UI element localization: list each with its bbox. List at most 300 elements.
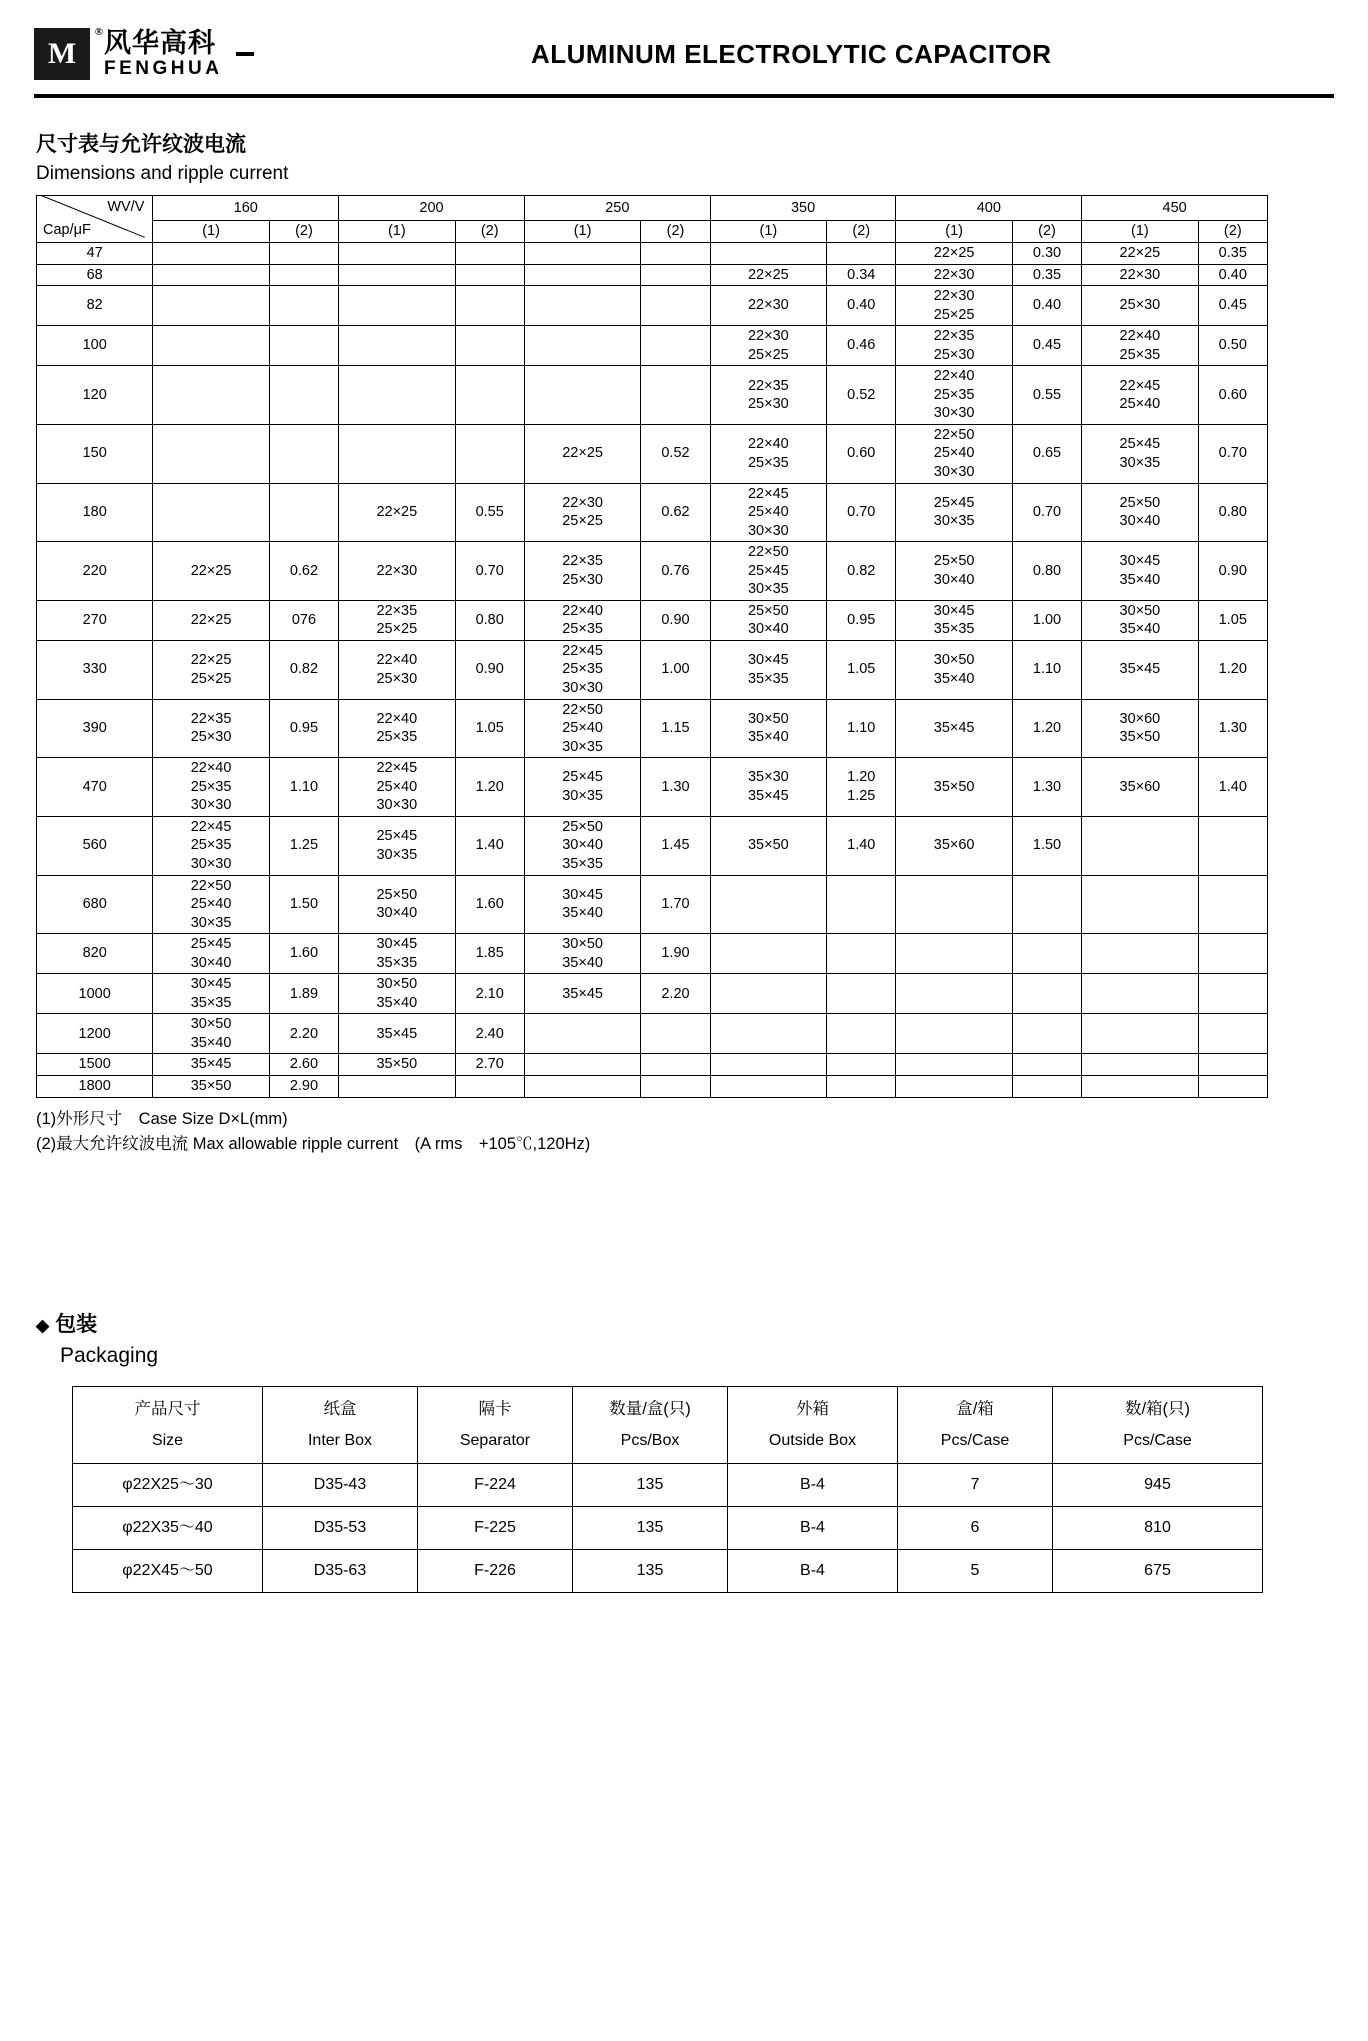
ripple-current-cell: 0.95 — [269, 699, 338, 758]
case-size-cell: 30×50 35×40 — [153, 1014, 269, 1054]
case-size-cell: 30×50 35×40 — [896, 640, 1012, 699]
case-size-cell: 30×45 35×35 — [153, 974, 269, 1014]
case-size-cell: 22×25 — [153, 542, 269, 601]
registered-mark: ® — [94, 26, 103, 38]
ripple-current-cell — [455, 1075, 524, 1097]
case-size-cell — [896, 974, 1012, 1014]
case-size-cell — [339, 1075, 455, 1097]
ripple-current-cell — [1198, 934, 1267, 974]
ripple-current-cell — [641, 326, 710, 366]
case-size-cell: 30×45 35×35 — [339, 934, 455, 974]
ripple-current-cell: 0.62 — [269, 542, 338, 601]
ripple-current-cell — [1198, 974, 1267, 1014]
ripple-current-cell — [269, 326, 338, 366]
ripple-current-cell: 1.90 — [641, 934, 710, 974]
page-title: ALUMINUM ELECTROLYTIC CAPACITOR — [530, 38, 1052, 69]
case-size-cell — [339, 286, 455, 326]
ripple-current-cell — [1012, 934, 1081, 974]
packaging-cell: 810 — [1053, 1507, 1263, 1550]
case-size-cell: 35×45 — [524, 974, 640, 1014]
ripple-current-cell: 0.60 — [827, 424, 896, 483]
voltage-header-160: 160 — [153, 196, 339, 221]
ripple-current-cell: 0.90 — [641, 600, 710, 640]
ripple-current-cell — [1012, 1075, 1081, 1097]
ripple-current-cell: 1.20 — [1012, 699, 1081, 758]
case-size-cell: 35×60 — [896, 816, 1012, 875]
ripple-current-cell: 1.25 — [269, 816, 338, 875]
ripple-current-cell: 1.60 — [455, 875, 524, 934]
packaging-cell: φ22X45～50 — [73, 1550, 263, 1593]
header-row-voltage — [37, 196, 1268, 221]
case-size-cell: 22×35 25×30 — [710, 366, 826, 425]
case-size-cell — [896, 1014, 1012, 1054]
packaging-row — [73, 1464, 1263, 1507]
ripple-current-cell: 1.50 — [269, 875, 338, 934]
ripple-current-cell — [269, 286, 338, 326]
sub-header-2: (2) — [1012, 221, 1081, 243]
table-row — [37, 286, 1268, 326]
logo-text — [104, 29, 222, 79]
ripple-current-cell — [455, 366, 524, 425]
case-size-cell — [710, 974, 826, 1014]
capacitance-cell: 120 — [37, 366, 153, 425]
ripple-current-cell: 1.85 — [455, 934, 524, 974]
packaging-column-header-cn: 外箱 — [796, 1399, 829, 1418]
case-size-cell: 22×35 25×30 — [524, 542, 640, 601]
packaging-cell: 675 — [1053, 1550, 1263, 1593]
case-size-cell: 22×40 25×35 — [1082, 326, 1198, 366]
note-1: (1)外形尺寸 Case Size D×L(mm) — [36, 1109, 288, 1128]
ripple-current-cell — [1198, 1014, 1267, 1054]
case-size-cell: 22×30 25×25 — [896, 286, 1012, 326]
diamond-bullet-icon: ◆ — [36, 1315, 50, 1335]
case-size-cell: 22×40 25×35 30×30 — [896, 366, 1012, 425]
packaging-column-header — [73, 1386, 263, 1464]
packaging-cell: D35-63 — [263, 1550, 418, 1593]
packaging-cell: 135 — [573, 1464, 728, 1507]
ripple-current-cell: 2.40 — [455, 1014, 524, 1054]
logo-english-name: FENGHUA — [104, 58, 223, 80]
case-size-cell: 22×40 25×35 — [524, 600, 640, 640]
packaging-column-header — [418, 1386, 573, 1464]
ripple-current-cell: 1.00 — [1012, 600, 1081, 640]
ripple-current-cell: 0.52 — [641, 424, 710, 483]
ripple-current-cell — [827, 974, 896, 1014]
ripple-current-cell: 0.40 — [827, 286, 896, 326]
packaging-column-header-en: Size — [151, 1432, 184, 1450]
case-size-cell: 22×35 25×25 — [339, 600, 455, 640]
case-size-cell — [1082, 974, 1198, 1014]
case-size-cell: 25×50 30×40 — [710, 600, 826, 640]
table-row — [37, 640, 1268, 699]
ripple-current-cell: 0.80 — [1198, 483, 1267, 542]
case-size-cell — [339, 424, 455, 483]
ripple-current-cell: 1.89 — [269, 974, 338, 1014]
sub-header-1: (1) — [896, 221, 1012, 243]
ripple-current-cell: 0.35 — [1198, 243, 1267, 265]
ripple-current-cell: 0.82 — [269, 640, 338, 699]
case-size-cell: 22×40 25×35 — [339, 699, 455, 758]
ripple-current-cell — [827, 934, 896, 974]
case-size-cell — [339, 243, 455, 265]
ripple-current-cell — [1198, 816, 1267, 875]
ripple-current-cell: 1.70 — [641, 875, 710, 934]
case-size-cell: 22×40 25×30 — [339, 640, 455, 699]
packaging-table-body — [73, 1464, 1263, 1593]
ripple-current-cell: 0.90 — [455, 640, 524, 699]
packaging-row — [73, 1550, 1263, 1593]
header-row-sub — [37, 221, 1268, 243]
capacitance-cell: 470 — [37, 758, 153, 817]
packaging-cell: φ22X25～30 — [73, 1464, 263, 1507]
packaging-column-header-cn: 数量/盒(只) — [609, 1399, 691, 1418]
ripple-current-cell: 0.90 — [1198, 542, 1267, 601]
voltage-header-350: 350 — [710, 196, 896, 221]
packaging-cell: B-4 — [728, 1550, 898, 1593]
case-size-cell — [710, 1054, 826, 1076]
note-2: (2)最大允许纹波电流 Max allowable ripple current (A rms +105℃,120Hz) — [36, 1135, 591, 1154]
packaging-cell: F-224 — [418, 1464, 573, 1507]
table-row — [37, 600, 1268, 640]
case-size-cell — [1082, 1014, 1198, 1054]
ripple-current-cell: 1.60 — [269, 934, 338, 974]
voltage-header-250: 250 — [524, 196, 710, 221]
packaging-header-row — [73, 1386, 1263, 1464]
table-row — [37, 758, 1268, 817]
case-size-cell — [524, 326, 640, 366]
ripple-current-cell — [641, 1014, 710, 1054]
case-size-cell: 22×50 25×45 30×35 — [710, 542, 826, 601]
case-size-cell: 22×45 25×40 — [1082, 366, 1198, 425]
case-size-cell: 22×50 25×40 30×35 — [524, 699, 640, 758]
ripple-current-cell: 0.70 — [455, 542, 524, 601]
logo-chinese-name: 风华高科 — [104, 27, 216, 58]
table-row — [37, 243, 1268, 265]
ripple-current-cell — [827, 875, 896, 934]
voltage-header-450: 450 — [1082, 196, 1268, 221]
case-size-cell: 25×50 30×40 — [896, 542, 1012, 601]
packaging-cell: F-225 — [418, 1507, 573, 1550]
capacitance-cell: 150 — [37, 424, 153, 483]
capacitance-cell: 560 — [37, 816, 153, 875]
case-size-cell: 22×30 — [710, 286, 826, 326]
capacitance-cell: 270 — [37, 600, 153, 640]
case-size-cell: 35×45 — [1082, 640, 1198, 699]
case-size-cell — [1082, 1075, 1198, 1097]
case-size-cell: 22×25 — [524, 424, 640, 483]
case-size-cell: 22×25 — [153, 600, 269, 640]
packaging-title-cn — [36, 1308, 1334, 1338]
case-size-cell — [524, 366, 640, 425]
ripple-current-cell: 0.76 — [641, 542, 710, 601]
ripple-current-cell: 0.70 — [827, 483, 896, 542]
ripple-current-cell — [269, 264, 338, 286]
ripple-current-cell: 1.05 — [1198, 600, 1267, 640]
case-size-cell: 30×50 35×40 — [710, 699, 826, 758]
ripple-current-cell — [455, 286, 524, 326]
packaging-cell: φ22X35～40 — [73, 1507, 263, 1550]
ripple-current-cell: 2.60 — [269, 1054, 338, 1076]
ripple-current-cell — [1012, 974, 1081, 1014]
ripple-current-cell: 0.40 — [1012, 286, 1081, 326]
ripple-current-cell: 0.60 — [1198, 366, 1267, 425]
packaging-title-cn-text: 包装 — [55, 1312, 98, 1336]
ripple-current-cell: 0.55 — [455, 483, 524, 542]
header-divider — [34, 94, 1334, 98]
ripple-current-cell: 2.20 — [641, 974, 710, 1014]
packaging-cell: 7 — [898, 1464, 1053, 1507]
case-size-cell: 22×25 — [339, 483, 455, 542]
table-row — [37, 542, 1268, 601]
case-size-cell — [153, 424, 269, 483]
capacitance-cell: 1000 — [37, 974, 153, 1014]
case-size-cell: 30×50 35×40 — [524, 934, 640, 974]
ripple-current-cell: 1.40 — [455, 816, 524, 875]
ripple-current-cell: 1.50 — [1012, 816, 1081, 875]
capacitance-cell: 82 — [37, 286, 153, 326]
capacitance-cell: 220 — [37, 542, 153, 601]
ripple-current-cell — [455, 243, 524, 265]
packaging-cell: 945 — [1053, 1464, 1263, 1507]
table-row — [37, 424, 1268, 483]
ripple-current-cell: 0.46 — [827, 326, 896, 366]
case-size-cell: 25×45 30×35 — [1082, 424, 1198, 483]
corner-label-wv: WV/V — [107, 199, 145, 215]
capacitance-cell: 47 — [37, 243, 153, 265]
packaging-cell: B-4 — [728, 1464, 898, 1507]
case-size-cell: 35×45 — [153, 1054, 269, 1076]
ripple-current-cell: 1.05 — [455, 699, 524, 758]
case-size-cell: 22×50 25×40 30×35 — [153, 875, 269, 934]
ripple-current-cell: 0.30 — [1012, 243, 1081, 265]
case-size-cell: 22×35 25×30 — [153, 699, 269, 758]
case-size-cell — [524, 243, 640, 265]
case-size-cell: 22×25 25×25 — [153, 640, 269, 699]
ripple-current-cell: 1.00 — [641, 640, 710, 699]
packaging-column-header — [898, 1386, 1053, 1464]
packaging-column-header-cn: 盒/箱 — [956, 1399, 994, 1418]
case-size-cell — [1082, 934, 1198, 974]
sub-header-2: (2) — [827, 221, 896, 243]
case-size-cell: 35×30 35×45 — [710, 758, 826, 817]
packaging-column-header-cn: 隔卡 — [478, 1399, 512, 1418]
ripple-current-cell: 0.82 — [827, 542, 896, 601]
case-size-cell — [710, 243, 826, 265]
packaging-table-head — [73, 1386, 1263, 1464]
ripple-current-cell — [641, 264, 710, 286]
case-size-cell — [153, 243, 269, 265]
voltage-header-200: 200 — [339, 196, 525, 221]
case-size-cell — [524, 286, 640, 326]
ripple-current-cell: 2.10 — [455, 974, 524, 1014]
capacitance-cell: 330 — [37, 640, 153, 699]
voltage-header-400: 400 — [896, 196, 1082, 221]
table-row — [37, 1014, 1268, 1054]
case-size-cell — [710, 1014, 826, 1054]
case-size-cell: 22×30 25×25 — [524, 483, 640, 542]
case-size-cell: 35×60 — [1082, 758, 1198, 817]
ripple-current-cell — [455, 424, 524, 483]
case-size-cell: 25×45 30×35 — [896, 483, 1012, 542]
section-title-cn: 尺寸表与允许纹波电流 — [36, 133, 246, 156]
packaging-column-header-en: Outside Box — [768, 1432, 857, 1450]
capacitance-cell: 820 — [37, 934, 153, 974]
capacitance-cell: 1200 — [37, 1014, 153, 1054]
packaging-column-header-en: Pcs/Case — [940, 1432, 1010, 1450]
ripple-current-cell: 0.62 — [641, 483, 710, 542]
case-size-cell: 30×45 35×35 — [710, 640, 826, 699]
packaging-column-header — [263, 1386, 418, 1464]
table-row — [37, 483, 1268, 542]
sub-header-1: (1) — [1082, 221, 1198, 243]
ripple-current-cell — [641, 1075, 710, 1097]
packaging-cell: 5 — [898, 1550, 1053, 1593]
case-size-cell: 25×50 30×40 35×35 — [524, 816, 640, 875]
ripple-current-cell: 1.10 — [269, 758, 338, 817]
ripple-current-cell — [641, 366, 710, 425]
ripple-current-cell: 0.50 — [1198, 326, 1267, 366]
ripple-current-cell: 2.90 — [269, 1075, 338, 1097]
table-row — [37, 366, 1268, 425]
table-row — [37, 326, 1268, 366]
case-size-cell — [896, 875, 1012, 934]
table-row — [37, 1054, 1268, 1076]
ripple-current-cell — [827, 1014, 896, 1054]
packaging-column-header-cn: 数/箱(只) — [1124, 1399, 1191, 1418]
ripple-current-cell: 0.34 — [827, 264, 896, 286]
case-size-cell: 22×30 — [896, 264, 1012, 286]
table-row — [37, 934, 1268, 974]
ripple-current-cell: 0.95 — [827, 600, 896, 640]
case-size-cell — [710, 1075, 826, 1097]
case-size-cell — [524, 1054, 640, 1076]
packaging-column-header-en: Pcs/Box — [620, 1432, 680, 1450]
sub-header-1: (1) — [524, 221, 640, 243]
case-size-cell — [896, 1075, 1012, 1097]
logo-mark-icon — [34, 26, 103, 80]
case-size-cell: 30×45 35×40 — [1082, 542, 1198, 601]
capacitance-cell: 390 — [37, 699, 153, 758]
packaging-column-header-en: Inter Box — [307, 1432, 373, 1450]
header-left-rule — [236, 52, 254, 56]
case-size-cell: 25×45 30×35 — [524, 758, 640, 817]
dimensions-table-body — [37, 243, 1268, 1098]
packaging-row — [73, 1507, 1263, 1550]
case-size-cell — [153, 366, 269, 425]
ripple-current-cell: 1.05 — [827, 640, 896, 699]
ripple-current-cell: 1.20 — [455, 758, 524, 817]
case-size-cell — [710, 875, 826, 934]
case-size-cell: 35×50 — [896, 758, 1012, 817]
ripple-current-cell: 1.45 — [641, 816, 710, 875]
case-size-cell — [153, 483, 269, 542]
ripple-current-cell: 0.52 — [827, 366, 896, 425]
ripple-current-cell: 0.70 — [1198, 424, 1267, 483]
packaging-column-header — [728, 1386, 898, 1464]
packaging-column-header-cn: 产品尺寸 — [134, 1399, 201, 1418]
ripple-current-cell: 1.15 — [641, 699, 710, 758]
case-size-cell — [153, 326, 269, 366]
ripple-current-cell — [269, 243, 338, 265]
packaging-column-header-en: Pcs/Case — [1123, 1432, 1192, 1450]
case-size-cell: 22×50 25×40 30×30 — [896, 424, 1012, 483]
case-size-cell: 25×50 30×40 — [339, 875, 455, 934]
ripple-current-cell: 2.70 — [455, 1054, 524, 1076]
case-size-cell — [1082, 1054, 1198, 1076]
capacitance-cell: 180 — [37, 483, 153, 542]
ripple-current-cell — [641, 243, 710, 265]
ripple-current-cell: 2.20 — [269, 1014, 338, 1054]
ripple-current-cell — [269, 366, 338, 425]
case-size-cell: 22×45 25×40 30×30 — [710, 483, 826, 542]
packaging-cell: 135 — [573, 1507, 728, 1550]
case-size-cell — [153, 264, 269, 286]
corner-label-cap: Cap/μF — [43, 222, 91, 239]
case-size-cell — [339, 366, 455, 425]
case-size-cell: 35×45 — [339, 1014, 455, 1054]
case-size-cell: 22×40 25×35 30×30 — [153, 758, 269, 817]
packaging-column-header — [1053, 1386, 1263, 1464]
ripple-current-cell — [641, 1054, 710, 1076]
table-row — [37, 974, 1268, 1014]
case-size-cell: 30×45 35×40 — [524, 875, 640, 934]
dimensions-table — [36, 195, 1268, 1098]
case-size-cell: 30×50 35×40 — [339, 974, 455, 1014]
ripple-current-cell — [269, 424, 338, 483]
table-notes — [36, 1107, 1334, 1158]
ripple-current-cell — [1198, 875, 1267, 934]
case-size-cell: 22×45 25×40 30×30 — [339, 758, 455, 817]
case-size-cell — [524, 1075, 640, 1097]
sub-header-1: (1) — [153, 221, 269, 243]
ripple-current-cell — [1012, 1014, 1081, 1054]
section-title-en: Dimensions and ripple current — [36, 163, 289, 184]
case-size-cell: 35×45 — [896, 699, 1012, 758]
sub-header-2: (2) — [455, 221, 524, 243]
case-size-cell — [524, 264, 640, 286]
ripple-current-cell — [1198, 1075, 1267, 1097]
capacitance-cell: 680 — [37, 875, 153, 934]
ripple-current-cell: 0.55 — [1012, 366, 1081, 425]
packaging-column-header-cn: 纸盒 — [323, 1399, 357, 1418]
packaging-table — [72, 1386, 1263, 1594]
ripple-current-cell: 1.10 — [1012, 640, 1081, 699]
case-size-cell — [896, 1054, 1012, 1076]
packaging-cell: F-226 — [418, 1550, 573, 1593]
ripple-current-cell: 0.45 — [1198, 286, 1267, 326]
case-size-cell: 22×35 25×30 — [896, 326, 1012, 366]
case-size-cell: 30×50 35×40 — [1082, 600, 1198, 640]
case-size-cell: 22×25 — [896, 243, 1012, 265]
ripple-current-cell: 1.20 — [1198, 640, 1267, 699]
sub-header-1: (1) — [710, 221, 826, 243]
ripple-current-cell: 076 — [269, 600, 338, 640]
ripple-current-cell: 0.70 — [1012, 483, 1081, 542]
sub-header-2: (2) — [269, 221, 338, 243]
ripple-current-cell — [1012, 875, 1081, 934]
packaging-cell: 6 — [898, 1507, 1053, 1550]
case-size-cell — [524, 1014, 640, 1054]
capacitance-cell: 68 — [37, 264, 153, 286]
company-logo — [34, 28, 222, 80]
capacitance-cell: 100 — [37, 326, 153, 366]
packaging-title-en: Packaging — [60, 1343, 159, 1367]
case-size-cell: 22×30 — [339, 542, 455, 601]
sub-header-2: (2) — [641, 221, 710, 243]
table-row — [37, 699, 1268, 758]
case-size-cell: 35×50 — [710, 816, 826, 875]
ripple-current-cell — [641, 286, 710, 326]
